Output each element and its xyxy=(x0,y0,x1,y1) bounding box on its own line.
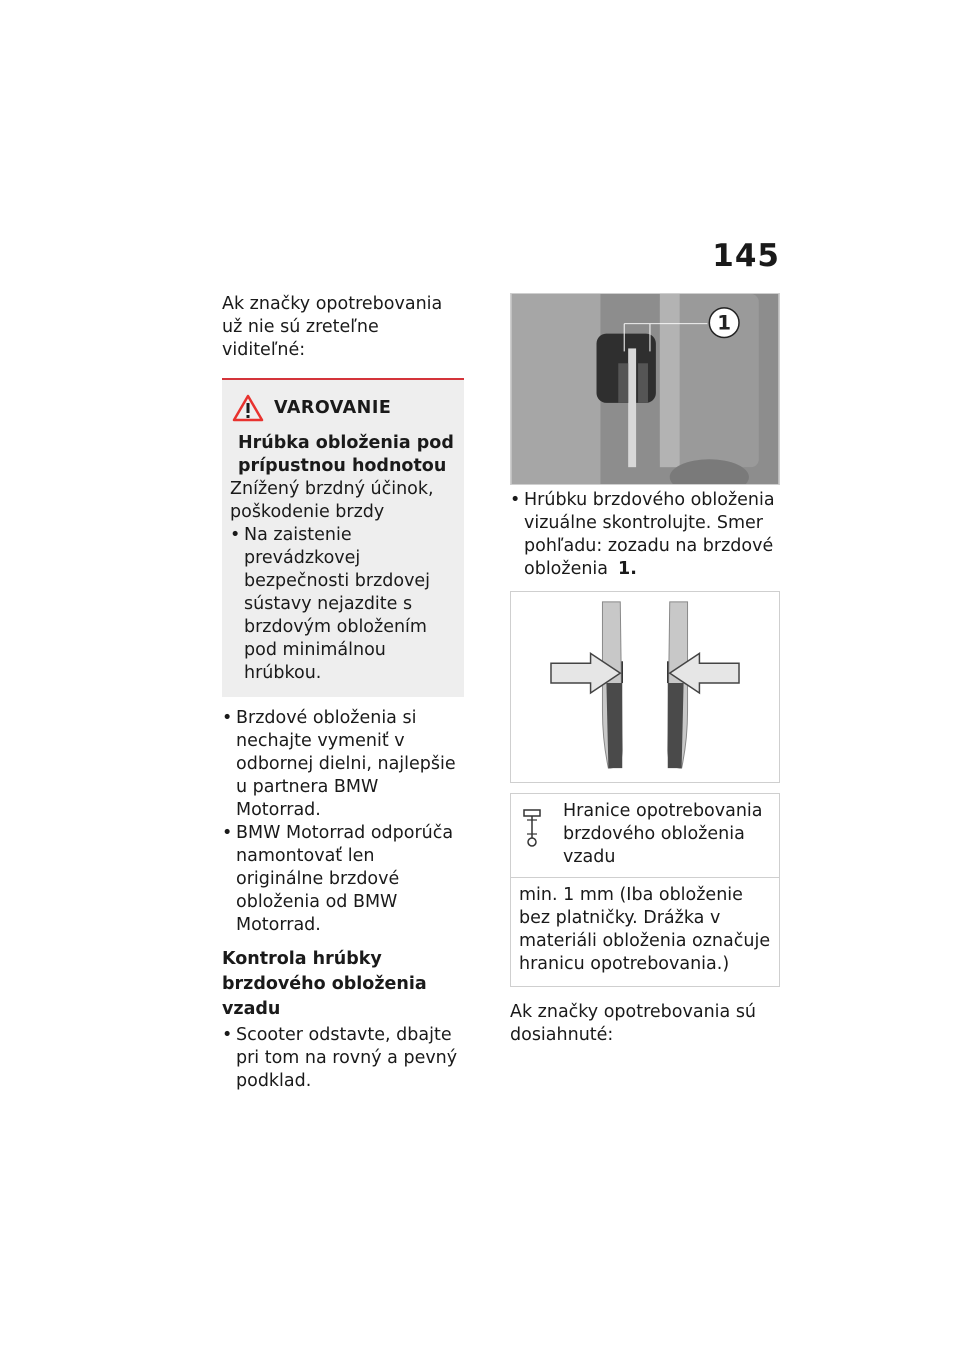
warning-bullets xyxy=(230,524,458,685)
section-heading: Kontrola hrúbky brzdového obloženia vzadu xyxy=(222,949,427,1019)
outro-text: Ak značky opotrebovania sú dosiahnuté: xyxy=(510,1002,757,1045)
spec-label-text: Hranice opotrebovania brzdového obloženia vzadu xyxy=(563,801,763,867)
list-item-text: Hrúbku brzdového obloženia vizuálne skontrolujte. Smer pohľadu: zozadu na brzdové obloženia xyxy=(524,490,775,579)
brake-pad-wear-diagram xyxy=(510,591,780,783)
right-bullets xyxy=(510,489,780,581)
warning-bullet: • Na zaistenie prevádzkovej bezpečnosti brzdovej sústavy nejazdite s brzdovým obložením pod minimálnou hrúbkou. xyxy=(230,524,458,685)
list-item: • Scooter odstavte, dbajte pri tom na rovný a pevný podklad. xyxy=(222,1024,464,1093)
reference-number: 1. xyxy=(618,559,637,579)
list-item: • Brzdové obloženia si nechajte vymeniť v odbornej dielni, najlepšie u partnera BMW Motorrad. xyxy=(222,707,464,822)
section-bullets xyxy=(222,1024,464,1093)
warning-header xyxy=(230,394,458,422)
warning-triangle-icon xyxy=(232,394,264,422)
warning-subtitle: Hrúbka obloženia pod prípustnou hodnotou xyxy=(238,433,454,476)
spec-value: min. 1 mm (Iba obloženie bez platničky. Drážka v materiáli obloženia označuje hranicu opotrebovania.) xyxy=(519,885,771,974)
list-item: • BMW Motorrad odporúča namontovať len originálne brzdové obloženia od BMW Motorrad. xyxy=(222,822,464,937)
left-bullets xyxy=(222,707,464,937)
spec-table xyxy=(510,793,780,987)
spec-label xyxy=(511,794,779,878)
page-number: 145 xyxy=(712,238,780,274)
intro-text: Ak značky opotrebovania už nie sú zreteľne viditeľné: xyxy=(222,293,464,380)
photo-callout-1: 1 xyxy=(717,311,732,335)
warning-title: VAROVANIE xyxy=(274,397,392,418)
warning-consequence: Znížený brzdný účinok, poškodenie brzdy xyxy=(230,479,434,522)
measurement-icon xyxy=(521,808,543,848)
warning-box xyxy=(222,380,464,697)
list-item xyxy=(510,489,780,581)
left-column xyxy=(222,293,464,1093)
right-column xyxy=(510,293,780,1047)
brake-caliper-photo xyxy=(510,293,780,485)
